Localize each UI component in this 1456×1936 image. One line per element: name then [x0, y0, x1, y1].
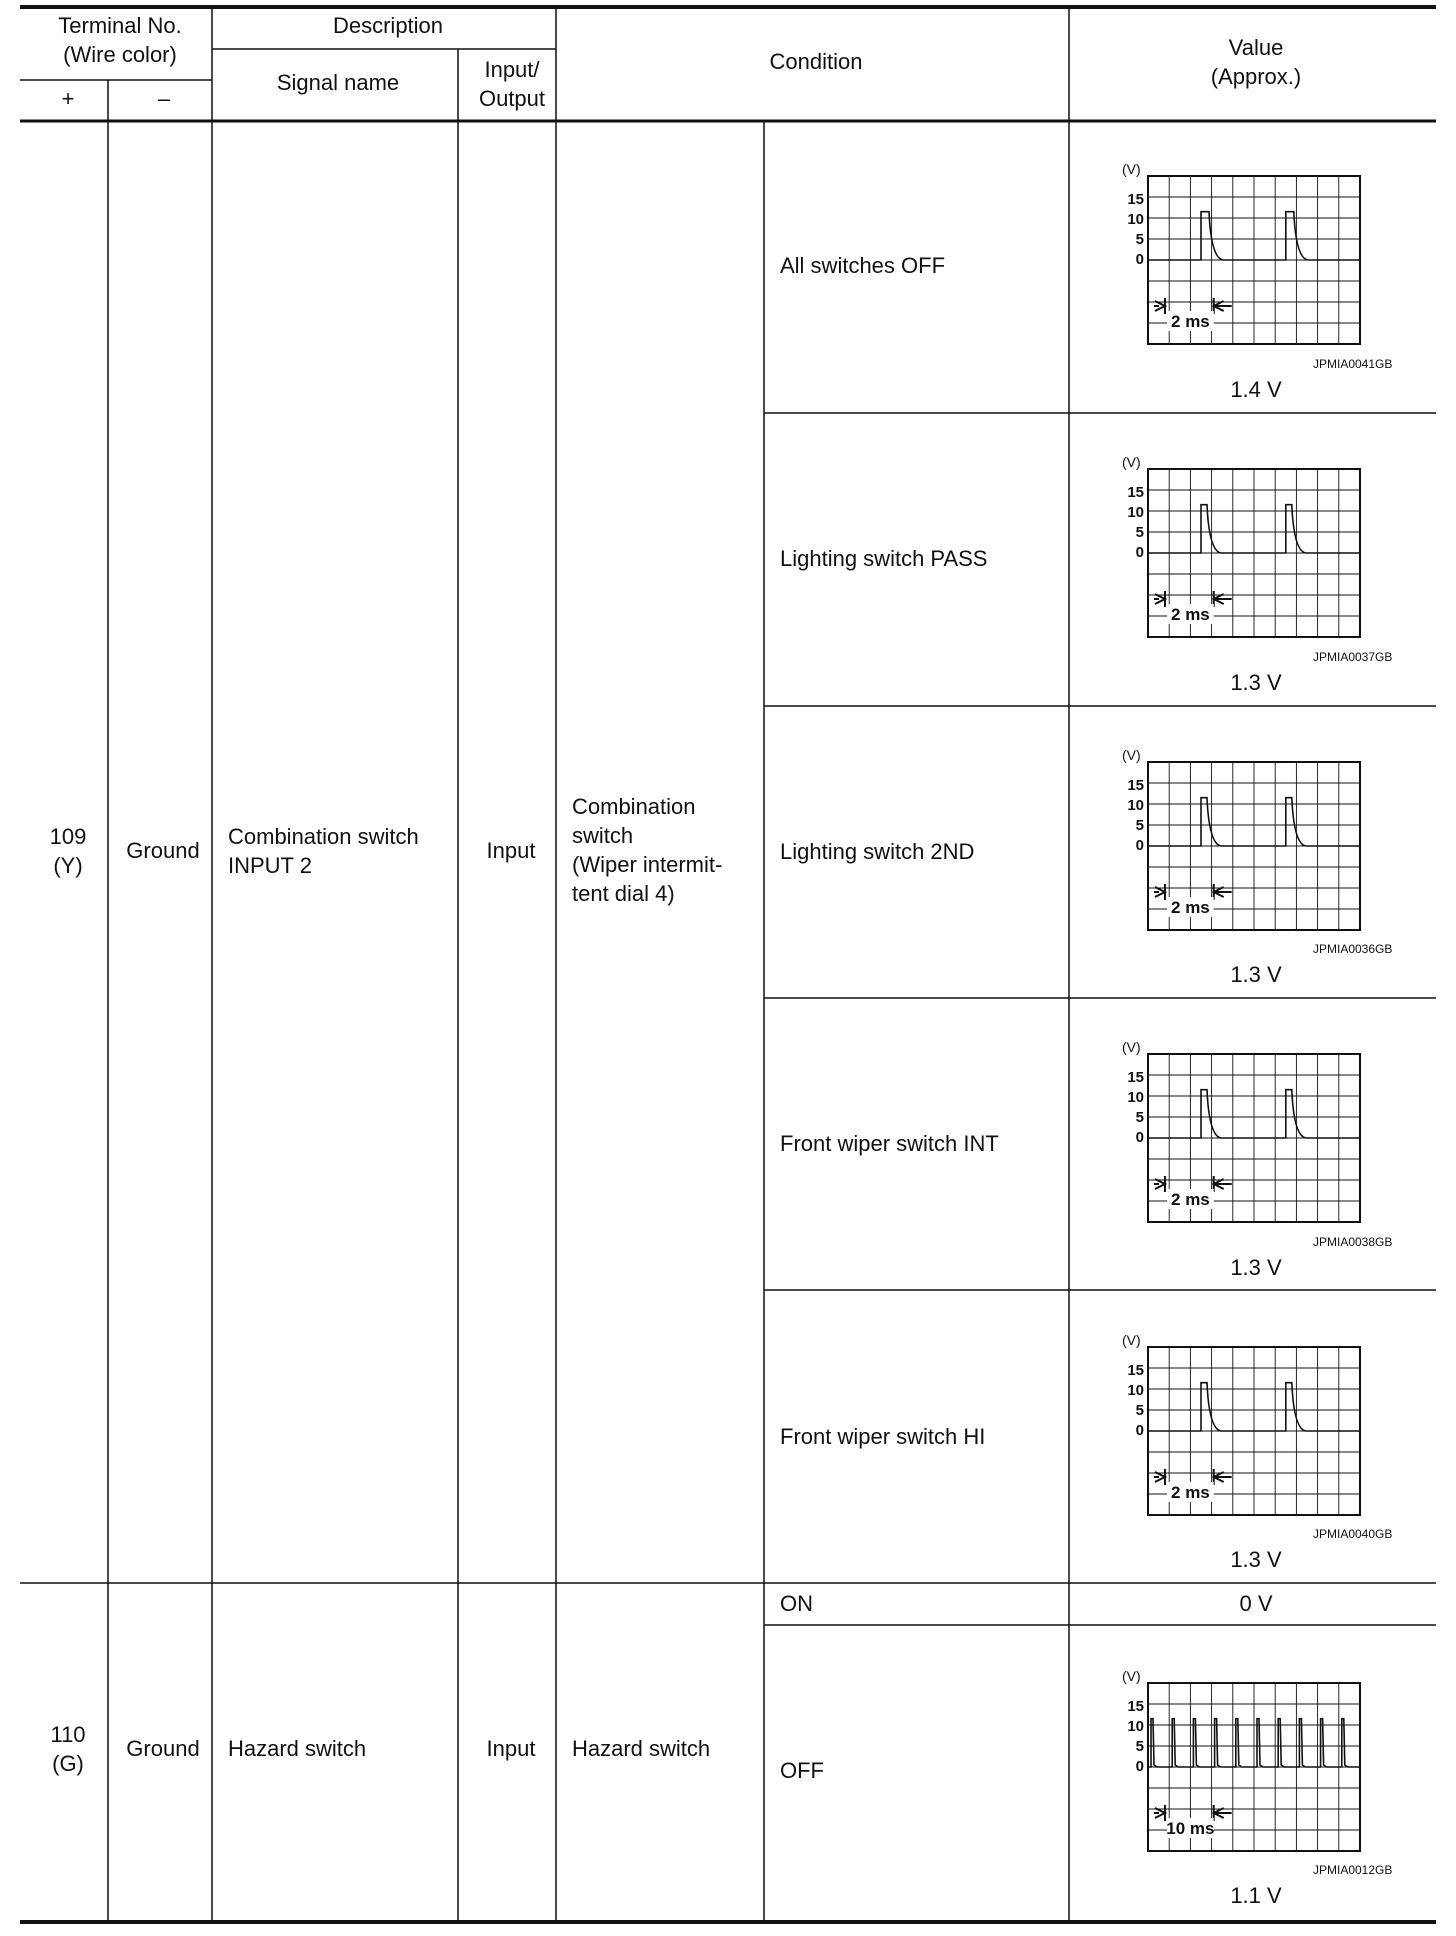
scope-tick-label: 0	[1135, 1422, 1144, 1439]
state-label-off: OFF	[780, 1758, 824, 1783]
terminal-109: 109	[49, 824, 87, 849]
figure-id-pass: JPMIA0037GB	[1313, 650, 1393, 664]
scope-tick-label: 10	[1127, 211, 1144, 229]
signal-name-109-line2: INPUT 2	[228, 853, 312, 878]
value-all-off: 1.4 V	[1230, 377, 1282, 402]
scope-tick-label: 15	[1127, 1069, 1144, 1087]
condition-109-line4: tent dial 4)	[572, 881, 675, 906]
condition-109-line2: switch	[572, 823, 634, 848]
value-hazard-off: 1.1 V	[1230, 1883, 1282, 1908]
header-io-line2: Output	[478, 86, 546, 111]
scope-tick-label: 5	[1135, 1738, 1144, 1756]
figure-id-int: JPMIA0038GB	[1313, 1235, 1393, 1249]
scope-tick-label: 10	[1127, 504, 1144, 522]
figure-id-hazard-off: JPMIA0012GB	[1313, 1863, 1393, 1877]
state-label-on: ON	[780, 1591, 813, 1616]
condition-110: Hazard switch	[572, 1736, 711, 1761]
wire-color-g: (G)	[52, 1751, 84, 1776]
scope-tick-label: 5	[1135, 1402, 1144, 1420]
state-label-pass: Lighting switch PASS	[780, 546, 988, 571]
scope-tick-label: 0	[1135, 1758, 1144, 1775]
scope-tick-label: 0	[1135, 544, 1144, 561]
header-condition: Condition	[769, 49, 863, 74]
scope-tick-label: 0	[1135, 837, 1144, 854]
signal-name-109-line1: Combination switch	[228, 824, 419, 849]
value-pass: 1.3 V	[1230, 670, 1282, 695]
condition-109-line1: Combination	[572, 794, 696, 819]
scope-tick-label: 15	[1127, 191, 1144, 209]
scope-unit-label: (V)	[1122, 454, 1141, 470]
header-signal-name: Signal name	[276, 70, 400, 95]
state-label-all-off: All switches OFF	[780, 253, 946, 278]
scope-tick-label: 10	[1127, 1718, 1144, 1736]
wire-color-y: (Y)	[53, 853, 83, 878]
header-value: Value	[1228, 35, 1284, 60]
io-110: Input	[486, 1736, 536, 1761]
header-description: Description	[332, 13, 444, 38]
value-on: 0 V	[1239, 1591, 1273, 1616]
time-scale-label: 10 ms	[1166, 1819, 1215, 1838]
scope-tick-label: 15	[1127, 777, 1144, 795]
time-scale-label: 2 ms	[1171, 605, 1210, 624]
state-label-int: Front wiper switch INT	[780, 1131, 999, 1156]
scope-tick-label: 5	[1135, 524, 1144, 542]
scope-tick-label: 5	[1135, 231, 1144, 249]
value-2nd: 1.3 V	[1230, 962, 1282, 987]
scope-unit-label: (V)	[1122, 747, 1141, 763]
scope-unit-label: (V)	[1122, 1668, 1141, 1684]
scope-unit-label: (V)	[1122, 161, 1141, 177]
header-approx: (Approx.)	[1210, 64, 1302, 89]
scope-tick-label: 15	[1127, 484, 1144, 502]
scope-tick-label: 0	[1135, 1129, 1144, 1146]
state-label-2nd: Lighting switch 2ND	[780, 839, 975, 864]
terminal-110: 110	[50, 1722, 86, 1747]
scope-tick-label: 10	[1127, 797, 1144, 815]
condition-109-line3: (Wiper intermit-	[572, 852, 723, 877]
ground-109: Ground	[126, 838, 200, 863]
figure-id-all-off: JPMIA0041GB	[1313, 357, 1393, 371]
header-terminal-no: Terminal No.	[58, 13, 182, 38]
scope-tick-label: 5	[1135, 1109, 1144, 1127]
scope-tick-label: 15	[1127, 1362, 1144, 1380]
figure-id-hi: JPMIA0040GB	[1313, 1527, 1393, 1541]
figure-id-2nd: JPMIA0036GB	[1313, 942, 1393, 956]
scope-tick-label: 10	[1127, 1382, 1144, 1400]
ground-110: Ground	[126, 1736, 200, 1761]
value-hi: 1.3 V	[1230, 1547, 1282, 1572]
value-int: 1.3 V	[1230, 1255, 1282, 1280]
scope-tick-label: 10	[1127, 1089, 1144, 1107]
header-wire-color: (Wire color)	[63, 42, 177, 67]
scope-tick-label: 5	[1135, 817, 1144, 835]
state-label-hi: Front wiper switch HI	[780, 1424, 986, 1449]
header-io-line1: Input/	[484, 57, 540, 82]
time-scale-label: 2 ms	[1171, 312, 1210, 331]
time-scale-label: 2 ms	[1171, 1190, 1210, 1209]
time-scale-label: 2 ms	[1171, 1483, 1210, 1502]
header-plus: +	[61, 86, 75, 111]
scope-unit-label: (V)	[1122, 1332, 1141, 1348]
io-109: Input	[486, 838, 536, 863]
time-scale-label: 2 ms	[1171, 898, 1210, 917]
scope-unit-label: (V)	[1122, 1039, 1141, 1055]
header-minus: –	[157, 86, 171, 111]
scope-tick-label: 0	[1135, 251, 1144, 268]
signal-name-110: Hazard switch	[228, 1736, 367, 1761]
scope-tick-label: 15	[1127, 1698, 1144, 1716]
